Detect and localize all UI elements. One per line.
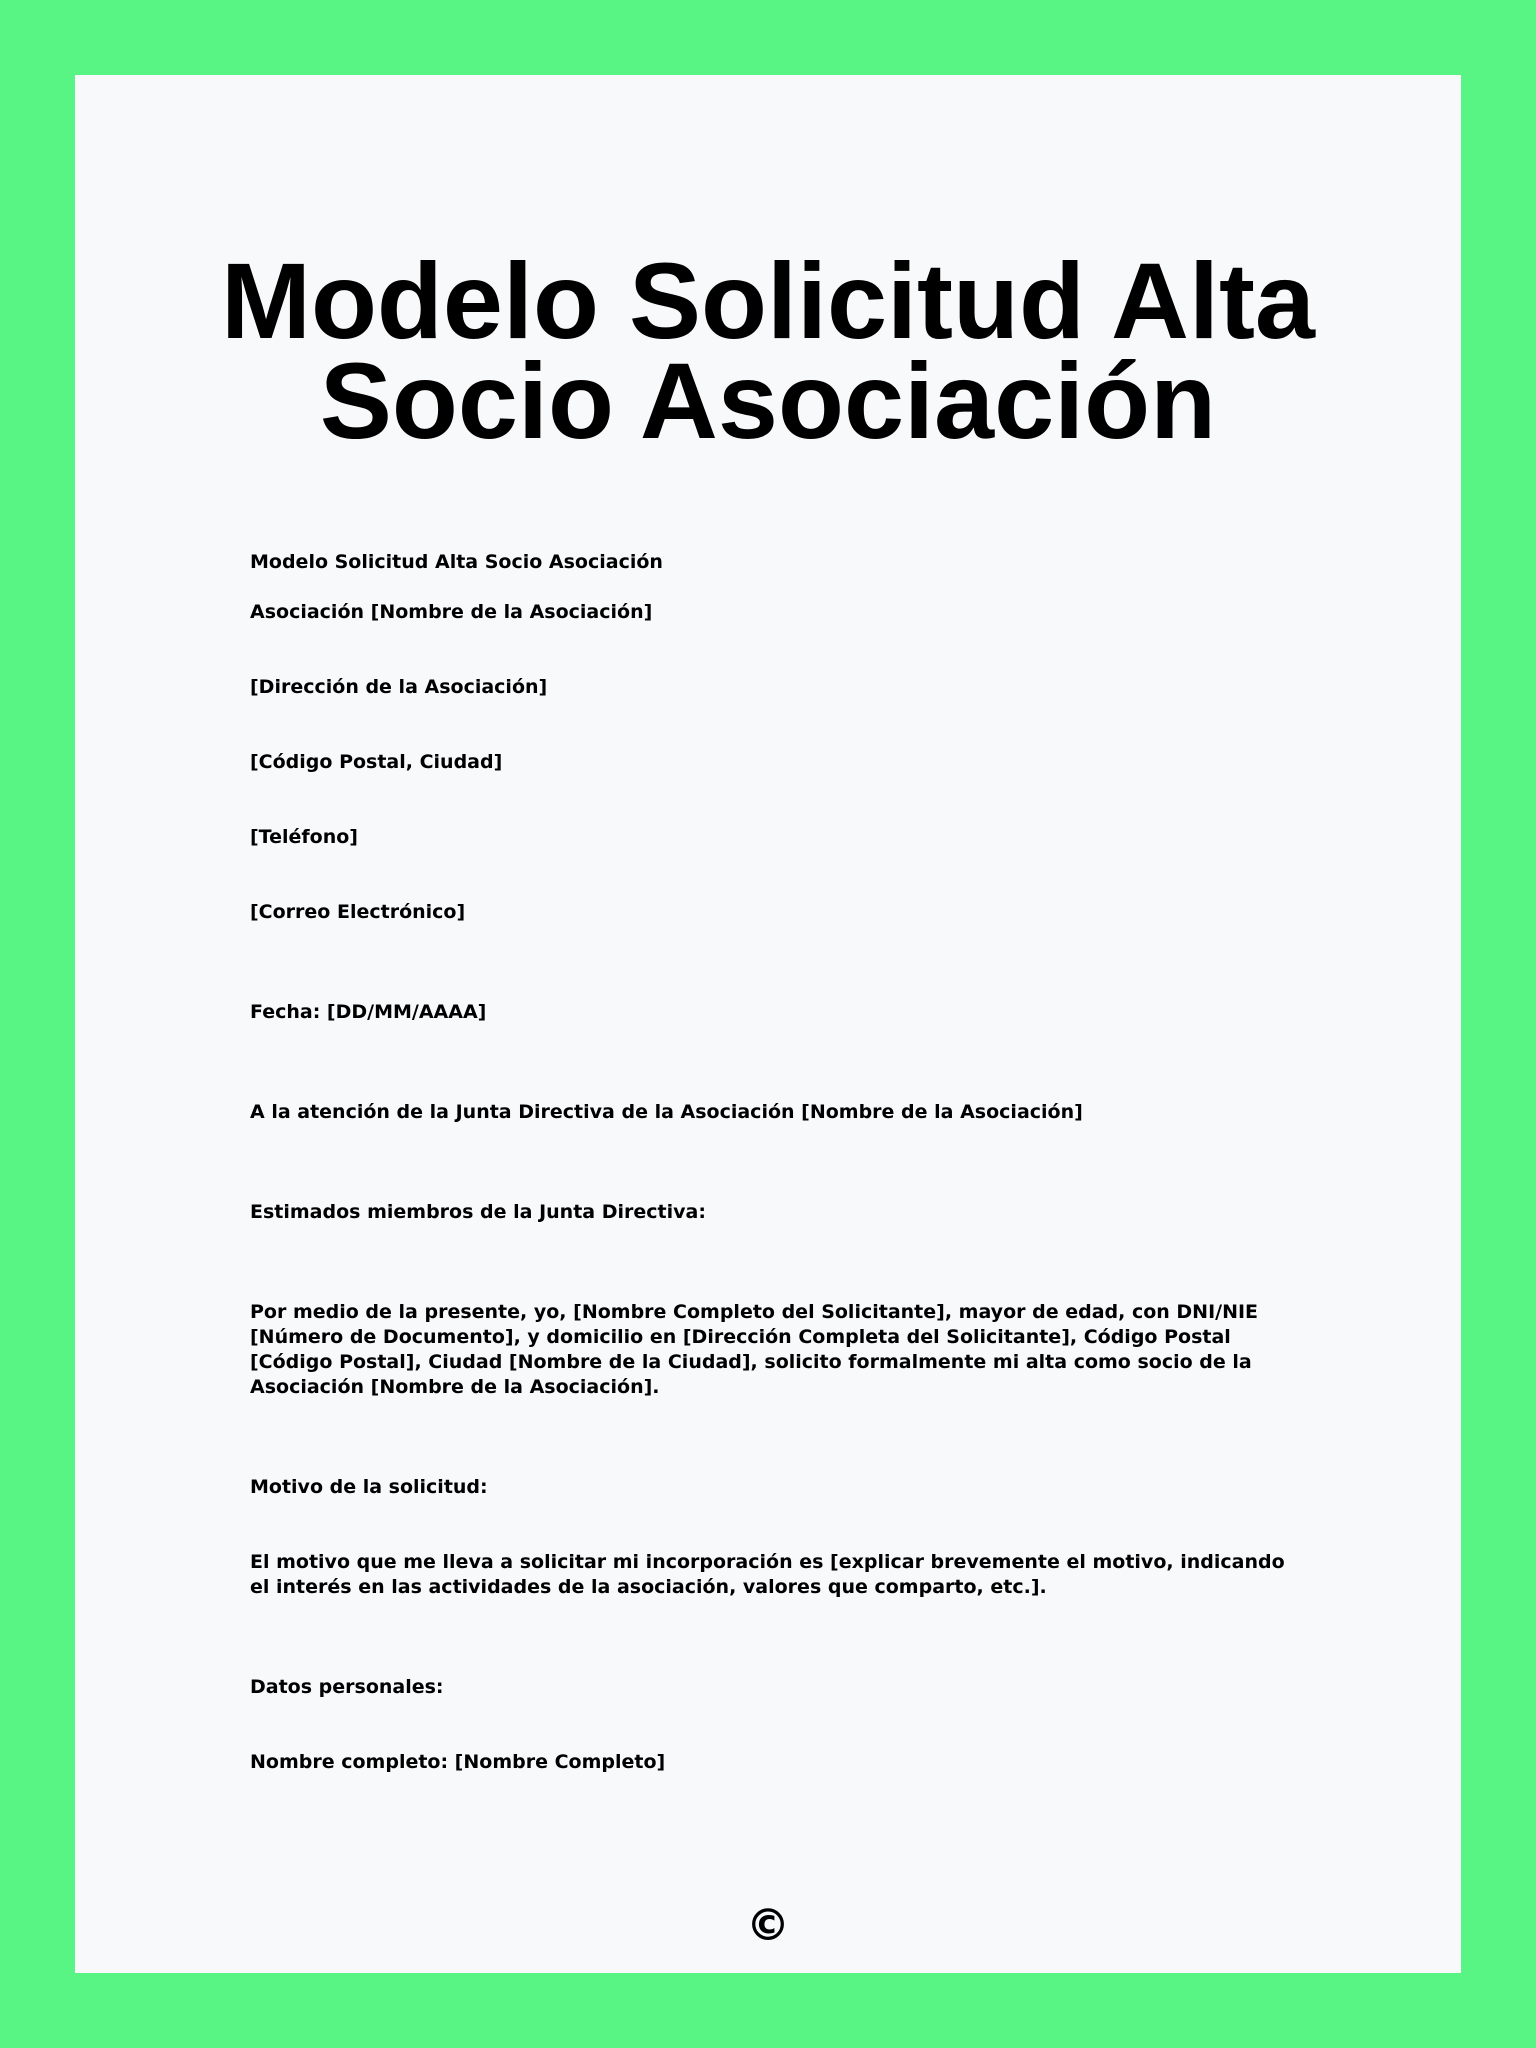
body-heading: Modelo Solicitud Alta Socio Asociación xyxy=(250,551,663,573)
document-title: Modelo Solicitud Alta Socio Asociación xyxy=(221,240,1315,461)
association-name: Asociación [Nombre de la Asociación] xyxy=(250,601,653,623)
reason-paragraph: El motivo que me lleva a solicitar mi incorporación es [explicar brevemente el motivo, indicando el interés en las actividades de la asociación, valores que comparto, etc.]. xyxy=(250,1551,1285,1598)
association-address: [Dirección de la Asociación] xyxy=(250,676,548,698)
phone: [Teléfono] xyxy=(250,826,358,848)
email: [Correo Electrónico] xyxy=(250,901,466,923)
attention-line: A la atención de la Junta Directiva de la Asociación [Nombre de la Asociación] xyxy=(250,1101,1083,1123)
date: Fecha: [DD/MM/AAAA] xyxy=(250,1001,487,1023)
postal-city: [Código Postal, Ciudad] xyxy=(250,751,503,773)
reason-heading: Motivo de la solicitud: xyxy=(250,1476,488,1498)
copyright-symbol: © xyxy=(746,1900,790,1951)
document-page xyxy=(75,75,1461,1973)
greeting: Estimados miembros de la Junta Directiva: xyxy=(250,1201,706,1223)
request-paragraph: Por medio de la presente, yo, [Nombre Completo del Solicitante], mayor de edad, con DNI/NIE [Número de Documento], y domicilio en [Dirección Completa del Solicitante], Código Postal [Código Postal], Ciudad [Nombre de la Ciudad], solicito formalmente mi alta como socio de la Asociación [Nombre de la Asociación]. xyxy=(250,1301,1259,1398)
full-name-line: Nombre completo: [Nombre Completo] xyxy=(250,1751,666,1773)
personal-data-heading: Datos personales: xyxy=(250,1676,444,1698)
